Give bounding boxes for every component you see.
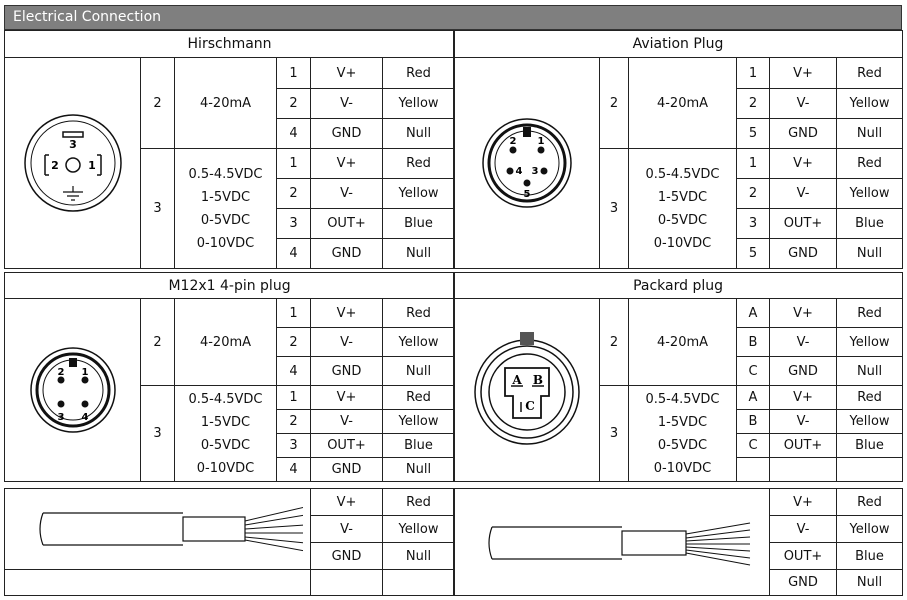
signal: OUT+ [311,434,383,458]
wire-count: 2 [141,58,175,149]
m12-pin-label: 2 [57,367,64,378]
output-range: 0-10VDC [196,460,255,476]
wire-color: Yellow [383,328,455,357]
signal: GND [770,239,837,269]
aviation-pin-label: 4 [515,166,522,177]
aviation-connector-drawing [454,58,600,269]
wire-color: Null [383,543,455,570]
cable-4-wire-icon [462,497,762,587]
hirschmann-table [4,30,455,269]
wire-count: 3 [141,149,175,269]
aviation-pin-label: 2 [509,136,516,147]
signal: GND [311,458,383,482]
output-type [629,386,737,482]
wire-color: Red [837,489,903,516]
signal: V- [311,89,383,119]
pin-number: 2 [277,89,311,119]
wire-color: Red [837,386,903,410]
empty-cell [311,570,383,596]
output-type [175,149,277,269]
m12-connector-drawing [5,299,141,482]
wire-color: Yellow [837,410,903,434]
output-type [175,386,277,482]
wire-color: Yellow [383,89,455,119]
wire-color: Red [383,299,455,328]
packard-pin-label: A [511,373,522,387]
signal: V+ [311,386,383,410]
packard-connector-drawing [454,299,600,482]
wire-color: Null [383,357,455,386]
output-type: 4-20mA [629,58,737,149]
wire-color: Null [837,357,903,386]
m12-connector-icon [25,342,121,438]
packard-connector-icon [468,330,586,450]
signal: V+ [770,386,837,410]
hirschmann-connector-drawing [5,58,141,269]
output-range: 0.5-4.5VDC [645,166,720,182]
aviation-pin-label: 3 [531,166,538,177]
wire-color: Null [383,458,455,482]
signal: OUT+ [770,209,837,239]
wire-color: Blue [383,209,455,239]
output-range: 1-5VDC [200,189,251,205]
signal: V- [770,516,837,543]
pin-number: 1 [277,149,311,179]
hirschmann-title: Hirschmann [5,31,455,58]
wire-color: Null [383,119,455,149]
pin-number: 2 [277,328,311,357]
wire-color: Red [383,58,455,89]
hirschmann-pin-label: 3 [68,138,77,151]
pin-number: 4 [277,357,311,386]
pin-number: 3 [277,434,311,458]
signal: V- [311,516,383,543]
output-range: 1-5VDC [200,414,251,430]
wire-color: Blue [383,434,455,458]
signal: V- [770,89,837,119]
signal: V- [311,410,383,434]
signal: GND [311,357,383,386]
signal: V+ [311,299,383,328]
m12-pin-label: 3 [57,412,64,423]
signal: V- [770,179,837,209]
pin-number: 1 [277,386,311,410]
hirschmann-connector-icon [18,108,128,218]
pin-number: 2 [737,179,770,209]
wire-color: Red [837,299,903,328]
wire-color: Yellow [837,89,903,119]
pin-number: A [737,386,770,410]
signal: GND [311,543,383,570]
signal: V- [770,410,837,434]
pin-number: 5 [737,119,770,149]
packard-pin-label: B [532,373,543,387]
wire-color: Red [383,386,455,410]
signal: V+ [311,489,383,516]
aviation-connector-icon [477,113,577,213]
wire-color: Null [837,119,903,149]
packard-pin-label: C [524,399,535,413]
signal: GND [311,119,383,149]
wire-color: Red [383,149,455,179]
pin-number: 2 [737,89,770,119]
pin-number: 1 [277,299,311,328]
output-range: 1-5VDC [657,414,708,430]
wire-count: 2 [141,299,175,386]
empty-cell [383,570,455,596]
output-type: 4-20mA [175,299,277,386]
wire-color: Yellow [837,328,903,357]
m12-plug-table [4,272,455,482]
signal: V+ [311,149,383,179]
pin-number: 3 [737,209,770,239]
pin-number: 2 [277,179,311,209]
output-range: 0-10VDC [196,235,255,251]
output-range: 0-5VDC [200,437,251,453]
output-type: 4-20mA [175,58,277,149]
pin-number: 5 [737,239,770,269]
wire-color: Blue [837,543,903,570]
wire-color: Red [837,149,903,179]
wire-color: Null [383,239,455,269]
packard-plug-table [453,272,903,482]
pin-number: B [737,328,770,357]
output-type [629,149,737,269]
signal: GND [770,570,837,596]
cable-4-wire-drawing [454,489,770,596]
wire-color: Blue [837,434,903,458]
wire-color: Red [837,58,903,89]
wire-color: Yellow [383,516,455,543]
pin-number: 1 [737,149,770,179]
m12-pin-label: 4 [81,412,88,423]
wire-color: Yellow [383,179,455,209]
pin-number: 4 [277,239,311,269]
m12-pin-label: 1 [81,367,88,378]
wire-count: 3 [600,149,629,269]
wire-count: 3 [141,386,175,482]
signal: V+ [311,58,383,89]
signal: V+ [770,149,837,179]
pin-number: 2 [277,410,311,434]
pin-number: 4 [277,119,311,149]
packard-plug-title: Packard plug [454,273,903,299]
signal: V- [311,179,383,209]
cable-right-table [453,488,903,596]
signal: V+ [770,58,837,89]
pin-number: 1 [277,58,311,89]
hirschmann-pin-label: 2 [50,159,59,172]
output-range: 0-5VDC [200,212,251,228]
hirschmann-pin-label: 1 [87,159,96,172]
signal: V- [311,328,383,357]
wire-count: 2 [600,58,629,149]
wire-color: Red [383,489,455,516]
output-range: 0.5-4.5VDC [188,391,263,407]
pin-number: B [737,410,770,434]
aviation-pin-label: 1 [537,136,544,147]
cable-left-table [4,488,455,596]
wire-color: Blue [837,209,903,239]
wire-color: Yellow [383,410,455,434]
pin-number: C [737,434,770,458]
wire-color: Yellow [837,516,903,543]
signal: V- [770,328,837,357]
pin-number: 3 [277,209,311,239]
signal: GND [311,239,383,269]
empty-cell [837,458,903,482]
output-range: 0-5VDC [657,212,708,228]
m12-plug-title: M12x1 4-pin plug [5,273,455,299]
output-range: 0-10VDC [653,235,712,251]
wire-count: 3 [600,386,629,482]
output-range: 1-5VDC [657,189,708,205]
signal: GND [770,357,837,386]
output-range: 0.5-4.5VDC [645,391,720,407]
output-range: 0-5VDC [657,437,708,453]
signal: OUT+ [770,543,837,570]
pin-number: C [737,357,770,386]
signal: V+ [770,489,837,516]
pin-number: 1 [737,58,770,89]
output-range: 0-10VDC [653,460,712,476]
signal: OUT+ [311,209,383,239]
output-type: 4-20mA [629,299,737,386]
wire-color: Null [837,570,903,596]
pin-number: 4 [277,458,311,482]
cable-3-wire-drawing [5,489,311,570]
output-range: 0.5-4.5VDC [188,166,263,182]
signal: V+ [770,299,837,328]
wire-color: Null [837,239,903,269]
signal: GND [770,119,837,149]
wire-color: Yellow [837,179,903,209]
empty-cell [770,458,837,482]
signal: OUT+ [770,434,837,458]
empty-cell [5,570,311,596]
section-header: Electrical Connection [4,5,902,30]
aviation-plug-title: Aviation Plug [454,31,903,58]
wire-count: 2 [600,299,629,386]
pin-number: A [737,299,770,328]
aviation-pin-label: 5 [523,189,530,200]
empty-cell [737,458,770,482]
aviation-plug-table [453,30,903,269]
cable-3-wire-icon [13,491,303,567]
